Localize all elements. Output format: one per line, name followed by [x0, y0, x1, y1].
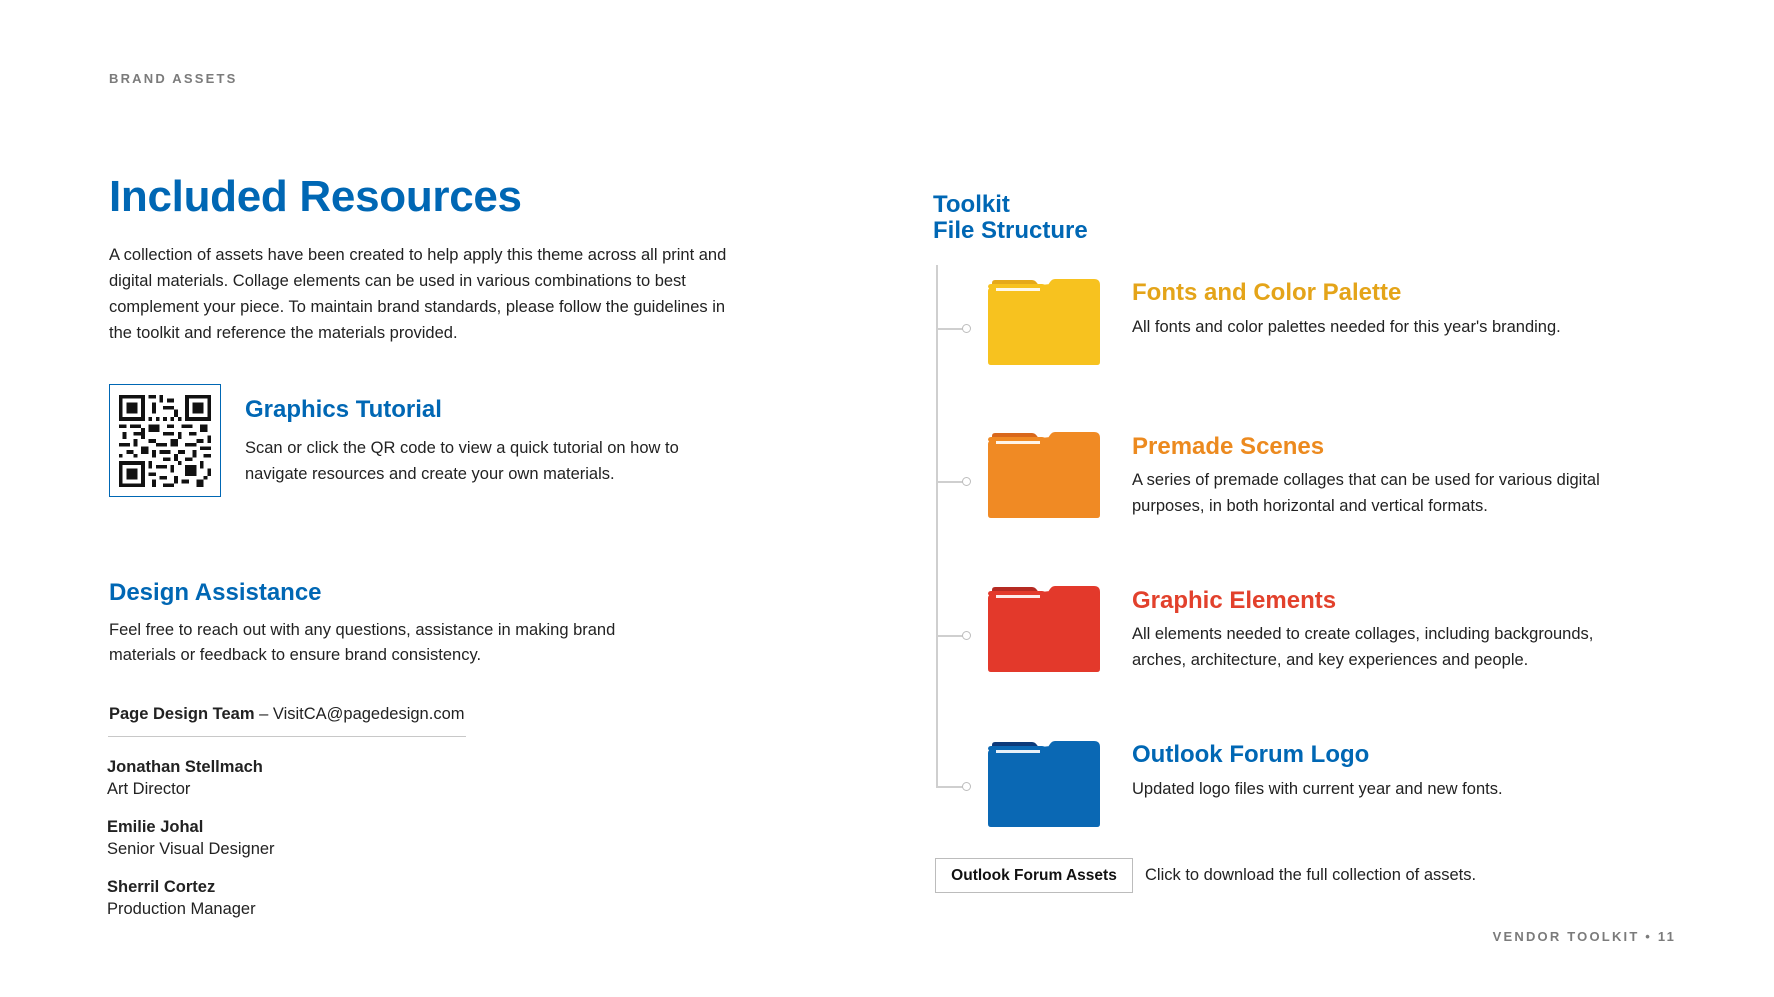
section-text: Updated logo files with current year and new fonts.	[1132, 780, 1503, 798]
tree-node	[962, 631, 971, 640]
member-role: Senior Visual Designer	[107, 840, 275, 858]
page-title: Included Resources	[109, 172, 522, 221]
team-member	[107, 816, 275, 860]
team-separator: –	[254, 705, 273, 723]
section-text: All elements needed to create collages, including backgrounds, arches, architecture, and key experiences and people.	[1132, 625, 1594, 669]
toolkit-title-line2: File Structure	[933, 217, 1088, 244]
page-footer: VENDOR TOOLKIT • 11	[1492, 929, 1676, 944]
member-role: Art Director	[107, 780, 191, 798]
member-name: Jonathan Stellmach	[107, 758, 263, 776]
toolkit-title-line1: Toolkit	[933, 191, 1010, 218]
tutorial-text: Scan or click the QR code to view a quick tutorial on how to navigate resources and create your own materials.	[245, 439, 679, 483]
qr-code[interactable]	[109, 384, 221, 497]
toolkit-title	[933, 192, 1088, 244]
assistance-title: Design Assistance	[109, 579, 322, 606]
tree-node	[962, 324, 971, 333]
tree-node	[962, 477, 971, 486]
download-note: Click to download the full collection of assets.	[1145, 866, 1477, 884]
tutorial-title: Graphics Tutorial	[245, 396, 442, 423]
folder-icon[interactable]	[988, 279, 1100, 365]
team-label: Page Design Team	[109, 705, 255, 723]
download-assets-button[interactable]: Outlook Forum Assets	[935, 858, 1133, 893]
qr-code-icon	[119, 395, 211, 487]
folder-icon[interactable]	[988, 432, 1100, 518]
team-member	[107, 876, 256, 920]
assistance-text: Feel free to reach out with any questions, assistance in making brand materials or feedback to ensure brand consistency.	[109, 621, 616, 664]
member-name: Emilie Johal	[107, 818, 204, 836]
section-kicker: BRAND ASSETS	[109, 71, 238, 86]
member-role: Production Manager	[107, 900, 256, 918]
team-member	[107, 756, 263, 800]
section-title: Graphic Elements	[1132, 587, 1337, 614]
member-name: Sherril Cortez	[107, 878, 216, 896]
folder-icon[interactable]	[988, 741, 1100, 827]
tree-node	[962, 782, 971, 791]
intro-paragraph: A collection of assets have been created to help apply this theme across all print and digital materials. Collage elements can be used in various combinations to best complement your piece. To maintain brand standards, please follow the guidelines in the toolkit and reference the materials provided.	[109, 246, 727, 342]
divider	[108, 736, 466, 737]
folder-icon[interactable]	[988, 586, 1100, 672]
section-text: A series of premade collages that can be used for various digital purposes, in both horizontal and vertical formats.	[1132, 471, 1600, 515]
team-email[interactable]: VisitCA@pagedesign.com	[272, 705, 465, 723]
section-title: Fonts and Color Palette	[1132, 279, 1402, 306]
section-title: Outlook Forum Logo	[1132, 741, 1370, 768]
section-title: Premade Scenes	[1132, 433, 1325, 460]
section-text: All fonts and color palettes needed for this year's branding.	[1132, 318, 1561, 336]
team-contact	[109, 705, 465, 724]
tree-line	[936, 265, 938, 787]
